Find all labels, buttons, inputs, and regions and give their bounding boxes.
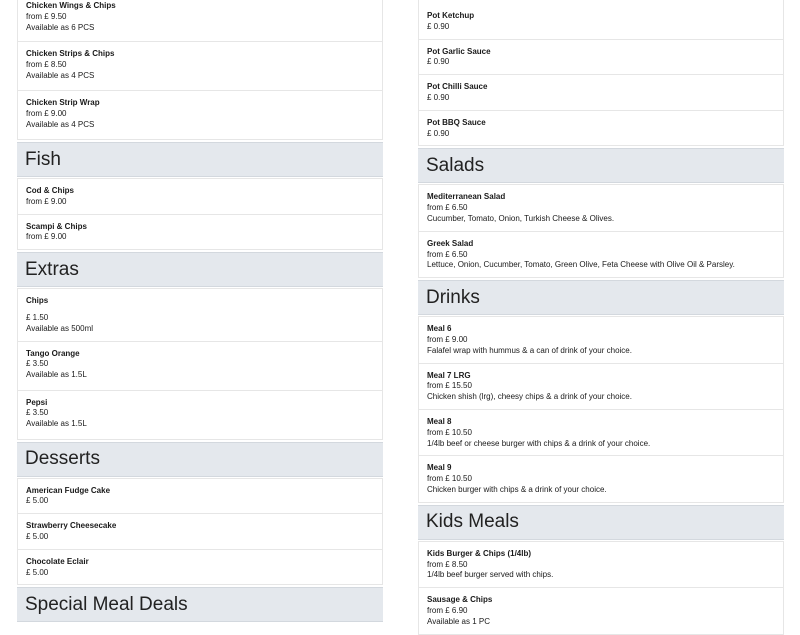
item-description: Chicken burger with chips & a drink of your choice.	[427, 484, 607, 494]
menu-item[interactable]	[418, 316, 784, 363]
menu-item[interactable]	[17, 0, 383, 42]
section-header-special-meal-deals: Special Meal Deals	[17, 587, 383, 622]
menu-item[interactable]	[418, 184, 784, 231]
item-name: Pot BBQ Sauce	[427, 117, 486, 127]
item-price: £ 0.90	[427, 92, 450, 102]
item-description: 1/4lb beef burger served with chips.	[427, 570, 554, 580]
menu-item[interactable]	[17, 91, 383, 140]
item-price: from £ 6.90	[427, 605, 468, 615]
item-price: from £ 6.50	[427, 203, 468, 213]
item-name: Pot Garlic Sauce	[427, 46, 491, 56]
item-name: Chocolate Eclair	[26, 556, 89, 566]
item-name: Mediterranean Salad	[427, 192, 506, 202]
sauce-items	[418, 0, 784, 146]
menu-column-right	[418, 0, 784, 635]
item-price: from £ 15.50	[427, 381, 472, 391]
item-price: from £ 8.50	[427, 559, 468, 569]
item-price: from £ 10.50	[427, 474, 472, 484]
menu-item[interactable]	[17, 215, 383, 251]
fish-items	[17, 178, 383, 250]
item-price: £ 1.50	[26, 312, 49, 322]
item-name: Chicken Wings & Chips	[26, 1, 116, 10]
item-price: £ 0.90	[427, 21, 450, 31]
item-name: Meal 6	[427, 324, 452, 334]
item-note: Available as 6 PCS	[26, 22, 95, 32]
item-note: Available as 4 PCS	[26, 70, 95, 80]
menu-item[interactable]	[418, 364, 784, 410]
item-price: £ 3.50	[26, 359, 49, 369]
menu-item[interactable]	[418, 0, 784, 40]
drink-items	[418, 316, 784, 503]
salad-items	[418, 184, 784, 278]
menu-item[interactable]	[418, 111, 784, 147]
item-note: Available as 4 PCS	[26, 119, 95, 129]
section-header-kids-meals: Kids Meals	[418, 505, 784, 540]
menu-item[interactable]	[17, 42, 383, 91]
item-price: £ 5.00	[26, 531, 49, 541]
item-name: American Fudge Cake	[26, 485, 111, 495]
menu-item[interactable]	[418, 410, 784, 456]
item-price: £ 5.00	[26, 496, 49, 506]
item-price: from £ 8.50	[26, 59, 67, 69]
menu-item[interactable]	[17, 391, 383, 440]
section-header-extras: Extras	[17, 252, 383, 287]
section-header-salads: Salads	[418, 148, 784, 183]
item-name: Pepsi	[26, 397, 48, 407]
item-note: Available as 1.5L	[26, 370, 87, 380]
item-name: Chips	[26, 296, 49, 306]
menu-item[interactable]	[418, 75, 784, 111]
item-price: from £ 9.00	[26, 108, 67, 118]
item-name: Meal 8	[427, 416, 452, 426]
section-header-drinks: Drinks	[418, 280, 784, 315]
menu-item[interactable]	[17, 288, 383, 341]
menu-item[interactable]	[418, 456, 784, 502]
item-name: Pot Ketchup	[427, 11, 475, 20]
item-description: Available as 1 PC	[427, 616, 490, 626]
menu-item[interactable]	[17, 178, 383, 215]
menu-item[interactable]	[418, 232, 784, 278]
menu-item[interactable]	[17, 342, 383, 391]
menu-column-left	[17, 0, 383, 623]
item-name: Meal 7 LRG	[427, 370, 471, 380]
item-description: Cucumber, Tomato, Onion, Turkish Cheese & Olives.	[427, 213, 615, 223]
item-note: Available as 500ml	[26, 323, 94, 333]
item-price: £ 0.90	[427, 57, 450, 67]
item-name: Chicken Strip Wrap	[26, 98, 100, 107]
menu-item[interactable]	[17, 478, 383, 515]
menu-item[interactable]	[418, 588, 784, 634]
item-description: 1/4lb beef or cheese burger with chips & a drink of your choice.	[427, 438, 651, 448]
item-price: from £ 9.00	[26, 232, 67, 242]
extras-items	[17, 288, 383, 439]
item-price: from £ 6.50	[427, 249, 468, 259]
item-price: from £ 9.00	[26, 196, 67, 206]
item-name: Pot Chilli Sauce	[427, 82, 488, 92]
dessert-items	[17, 478, 383, 586]
section-header-desserts: Desserts	[17, 442, 383, 477]
kids-items	[418, 541, 784, 635]
item-price: from £ 9.50	[26, 11, 67, 21]
item-price: £ 0.90	[427, 128, 450, 138]
menu-item[interactable]	[17, 514, 383, 550]
item-name: Kids Burger & Chips (1/4lb)	[427, 548, 532, 558]
menu-item[interactable]	[418, 40, 784, 76]
item-price: £ 5.00	[26, 567, 49, 577]
menu-item[interactable]	[17, 550, 383, 586]
item-name: Chicken Strips & Chips	[26, 49, 115, 58]
section-header-fish: Fish	[17, 142, 383, 177]
item-note: Available as 1.5L	[26, 419, 87, 429]
item-description: Lettuce, Onion, Cucumber, Tomato, Green Olive, Feta Cheese with Olive Oil & Parsley.	[427, 260, 735, 270]
menu-item[interactable]	[418, 541, 784, 588]
item-price: from £ 9.00	[427, 334, 468, 344]
item-name: Scampi & Chips	[26, 221, 87, 231]
item-name: Greek Salad	[427, 238, 474, 248]
chicken-items	[17, 0, 383, 140]
item-name: Sausage & Chips	[427, 595, 493, 605]
item-price: from £ 10.50	[427, 427, 472, 437]
item-name: Cod & Chips	[26, 186, 74, 195]
item-price: £ 3.50	[26, 408, 49, 418]
item-description: Falafel wrap with hummus & a can of drink of your choice.	[427, 345, 632, 355]
item-name: Tango Orange	[26, 348, 80, 358]
item-name: Meal 9	[427, 463, 452, 473]
item-name: Strawberry Cheesecake	[26, 521, 117, 531]
item-description: Chicken shish (lrg), cheesy chips & a drink of your choice.	[427, 392, 632, 402]
